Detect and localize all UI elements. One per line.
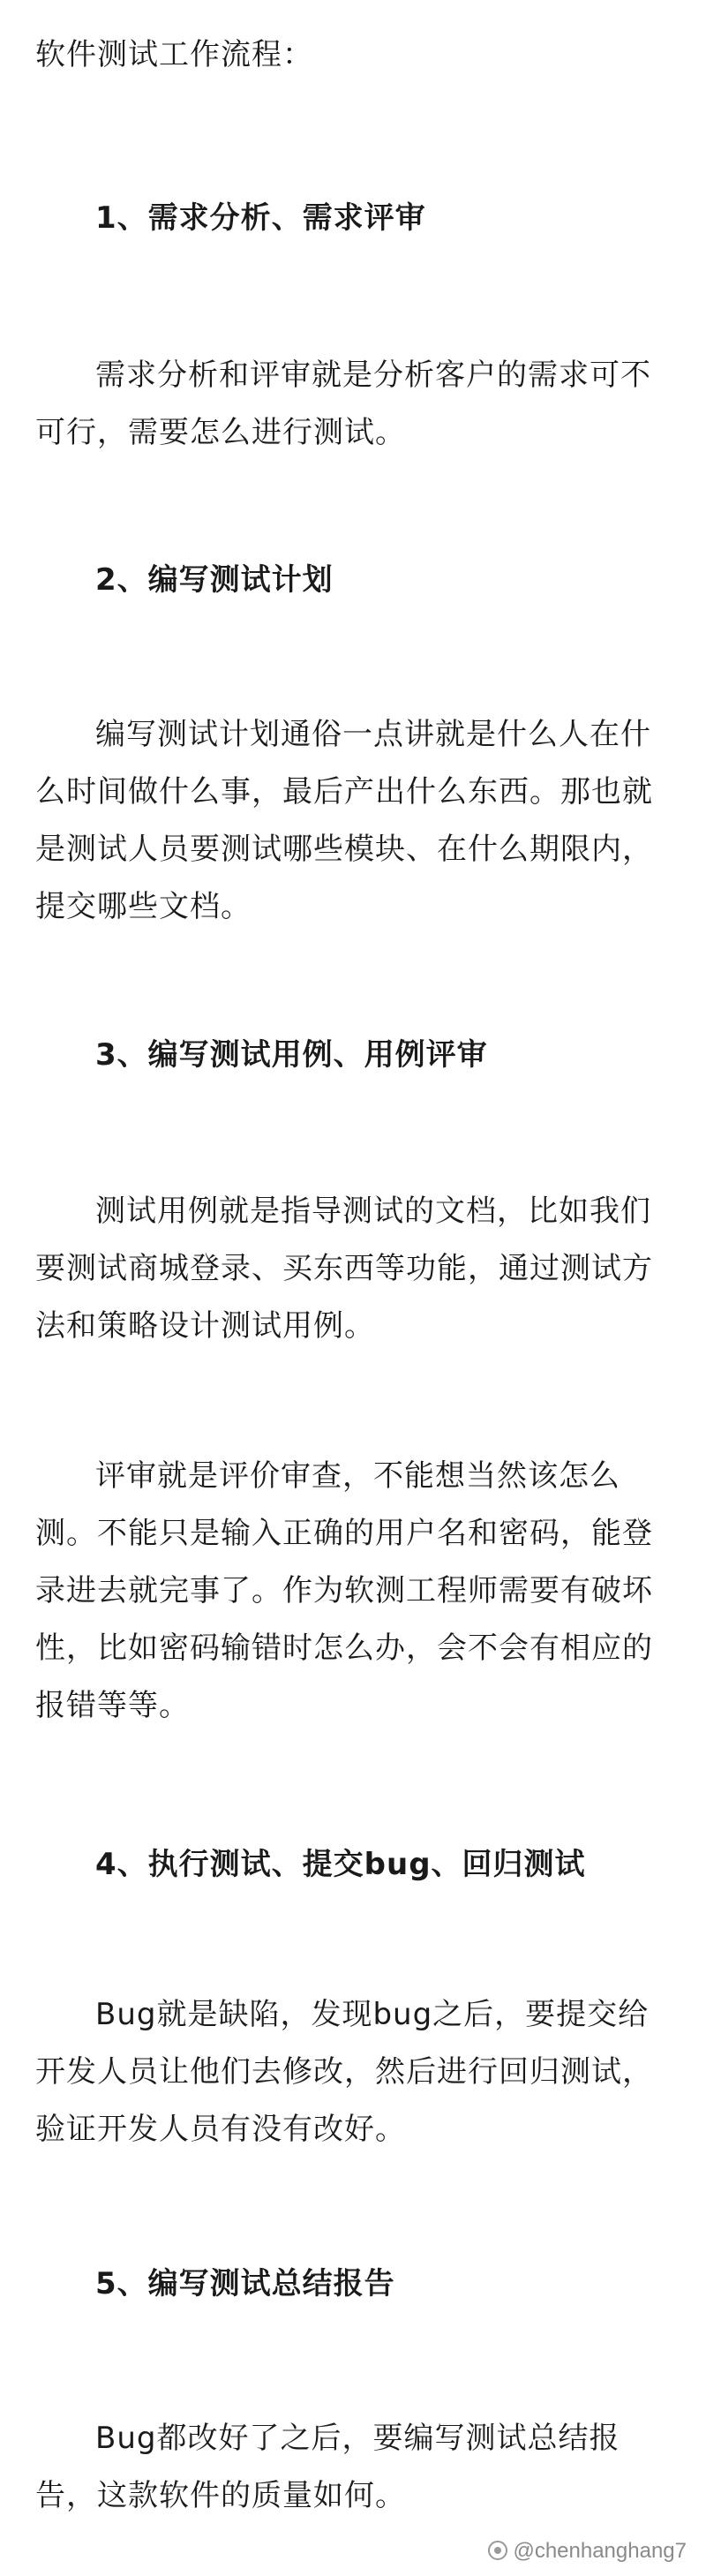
section-3-heading: 3、编写测试用例、用例评审 bbox=[95, 1037, 488, 1073]
section-3-paragraph-2: 评审就是评价审查，不能想当然该怎么测。不能只是输入正确的用户名和密码，能登录进去就完事了。作为软测工程师需要有破坏性，比如密码输错时怎么办，会不会有相应的报错等等。 bbox=[35, 1458, 653, 1723]
intro-text: 软件测试工作流程： bbox=[35, 37, 313, 72]
section-4-paragraph-1: Bug就是缺陷，发现bug之后，要提交给开发人员让他们去修改，然后进行回归测试，验证开发人员有没有改好。 bbox=[35, 1997, 653, 2147]
section-3-paragraph-1: 测试用例就是指导测试的文档，比如我们要测试商城登录、买东西等功能，通过测试方法和策略设计测试用例。 bbox=[35, 1194, 653, 1344]
section-2-heading: 2、编写测试计划 bbox=[95, 562, 334, 598]
section-2-paragraph-1: 编写测试计划通俗一点讲就是什么人在什么时间做什么事，最后产出什么东西。那也就是测试人员要测试哪些模块、在什么期限内，提交哪些文档。 bbox=[35, 717, 653, 924]
section-1-heading: 1、需求分析、需求评审 bbox=[95, 200, 426, 236]
watermark bbox=[488, 2539, 687, 2564]
section-4-heading: 4、执行测试、提交bug、回归测试 bbox=[95, 1847, 586, 1882]
watermark-logo-icon bbox=[488, 2541, 507, 2560]
section-1-paragraph-1: 需求分析和评审就是分析客户的需求可不可行，需要怎么进行测试。 bbox=[35, 358, 651, 450]
section-5-paragraph-1: Bug都改好了之后，要编写测试总结报告，这款软件的质量如何。 bbox=[35, 2421, 620, 2513]
section-5-heading: 5、编写测试总结报告 bbox=[95, 2266, 395, 2301]
watermark-text: @chenhanghang7 bbox=[513, 2539, 687, 2563]
